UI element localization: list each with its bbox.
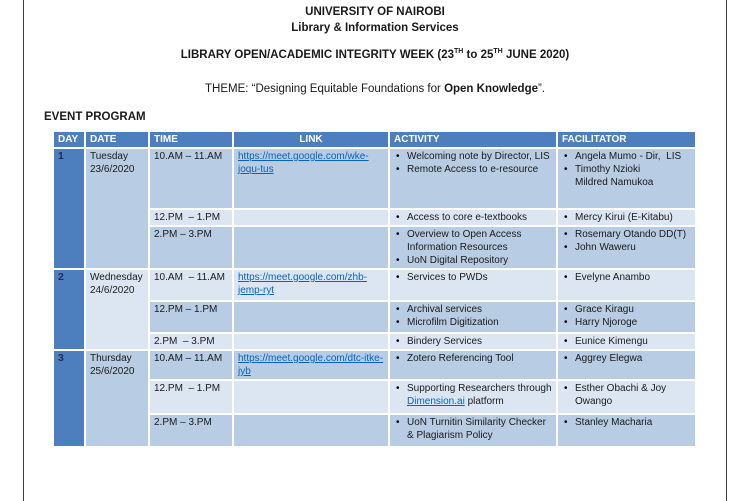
time-cell: 10.AM – 11.AM bbox=[149, 269, 233, 301]
activity-item bbox=[394, 254, 552, 267]
column-header-link: LINK bbox=[233, 131, 389, 148]
date-line: 25/6/2020 bbox=[90, 366, 135, 377]
day-number-cell: 1 bbox=[53, 148, 85, 269]
bullet-icon: • bbox=[564, 164, 568, 175]
facilitator-item bbox=[562, 271, 691, 284]
theme-text: ”. bbox=[537, 83, 546, 95]
facilitator-cell bbox=[557, 148, 696, 209]
theme-bold-text: Open Knowledge bbox=[444, 83, 538, 95]
bullet-icon: • bbox=[396, 151, 400, 162]
facilitator-text: Rosemary Otando DD(T) bbox=[575, 229, 687, 240]
table-row bbox=[53, 380, 696, 414]
activity-cell bbox=[389, 350, 557, 380]
date-line: Thursday bbox=[90, 353, 132, 364]
facilitator-text: Timothy Nzioki bbox=[575, 164, 641, 175]
bullet-icon: • bbox=[396, 229, 400, 240]
date-line: 23/6/2020 bbox=[90, 164, 135, 175]
column-header-time: TIME bbox=[149, 131, 233, 148]
activity-item bbox=[394, 335, 552, 348]
bullet-icon: • bbox=[396, 317, 400, 328]
meeting-link[interactable]: https://meet.google.com/wke-joqu-tus bbox=[238, 151, 369, 175]
time-cell: 2.PM – 3.PM bbox=[149, 414, 233, 447]
table-row bbox=[53, 148, 696, 209]
event-title bbox=[0, 48, 750, 61]
bullet-icon: • bbox=[396, 383, 400, 394]
activity-item bbox=[394, 303, 552, 316]
activity-text: Access to core e-textbooks bbox=[407, 212, 528, 223]
activity-item bbox=[394, 352, 552, 365]
activity-item bbox=[394, 382, 555, 408]
activity-text: Zotero Referencing Tool bbox=[407, 353, 514, 364]
facilitator-text: Mercy Kirui (E-Kitabu) bbox=[575, 212, 673, 223]
bullet-icon: • bbox=[564, 417, 568, 428]
activity-text: Bindery Services bbox=[407, 336, 483, 347]
meeting-link[interactable]: https://meet.google.com/zhb-jemp-ryt bbox=[238, 272, 367, 296]
facilitator-text: Stanley Macharia bbox=[575, 417, 653, 428]
facilitator-text: Eunice Kimengu bbox=[575, 336, 648, 347]
date-cell bbox=[85, 148, 149, 269]
page-left-border bbox=[23, 0, 24, 501]
facilitator-cell bbox=[557, 301, 696, 333]
day-number-cell: 3 bbox=[53, 350, 85, 447]
activity-text: UoN Turnitin Similarity Checker & Plagiarism Policy bbox=[407, 417, 549, 441]
activity-item bbox=[394, 150, 552, 163]
link-cell bbox=[233, 350, 389, 380]
facilitator-item bbox=[562, 352, 691, 365]
bullet-icon: • bbox=[564, 272, 568, 283]
facilitator-text: Evelyne Anambo bbox=[575, 272, 651, 283]
date-line: Wednesday bbox=[90, 272, 143, 283]
facilitator-cell bbox=[557, 414, 696, 447]
activity-text: Microfilm Digitization bbox=[407, 317, 499, 328]
date-cell bbox=[85, 269, 149, 350]
facilitator-item bbox=[562, 163, 691, 176]
facilitator-item bbox=[562, 150, 691, 163]
bullet-icon: • bbox=[564, 229, 568, 240]
activity-cell bbox=[389, 414, 557, 447]
time-cell: 12.PM – 1.PM bbox=[149, 209, 233, 226]
theme-text: THEME: “Designing Equitable Foundations for bbox=[204, 83, 445, 95]
activity-cell bbox=[389, 148, 557, 209]
facilitator-cell bbox=[557, 380, 696, 414]
activity-item bbox=[394, 416, 552, 442]
date-cell bbox=[85, 350, 149, 447]
table-row bbox=[53, 350, 696, 380]
inline-link[interactable]: Dimension.ai bbox=[407, 396, 465, 407]
bullet-icon: • bbox=[396, 353, 400, 364]
time-cell: 2.PM – 3.PM bbox=[149, 333, 233, 350]
bullet-icon: • bbox=[564, 304, 568, 315]
link-cell bbox=[233, 333, 389, 350]
title-superscript: TH bbox=[493, 48, 503, 55]
bullet-icon: • bbox=[396, 272, 400, 283]
facilitator-item bbox=[562, 382, 691, 408]
table-row bbox=[53, 209, 696, 226]
activity-item bbox=[394, 163, 552, 176]
facilitator-item bbox=[562, 316, 691, 329]
theme-line bbox=[0, 83, 750, 95]
day-number-cell: 2 bbox=[53, 269, 85, 350]
department-name: Library & Information Services bbox=[291, 22, 459, 34]
time-cell: 2.PM – 3.PM bbox=[149, 226, 233, 269]
activity-cell bbox=[389, 269, 557, 301]
event-program-label: EVENT PROGRAM bbox=[44, 111, 146, 123]
link-cell bbox=[233, 414, 389, 447]
activity-text: Remote Access to e-resource bbox=[407, 164, 539, 175]
title-superscript: TH bbox=[454, 48, 464, 55]
activity-text: UoN Digital Repository bbox=[407, 255, 509, 266]
event-program-table bbox=[52, 130, 697, 448]
facilitator-item bbox=[562, 211, 691, 224]
table-row bbox=[53, 333, 696, 350]
facilitator-cell bbox=[557, 333, 696, 350]
time-cell: 12.PM – 1.PM bbox=[149, 380, 233, 414]
title-part: LIBRARY OPEN/ACADEMIC INTEGRITY WEEK (23 bbox=[180, 48, 455, 61]
facilitator-cell bbox=[557, 226, 696, 269]
link-cell bbox=[233, 269, 389, 301]
title-part: to 25 bbox=[463, 48, 494, 61]
activity-item bbox=[394, 211, 552, 224]
table-row bbox=[53, 414, 696, 447]
column-header-facilitator: FACILITATOR bbox=[557, 131, 696, 148]
facilitator-item bbox=[562, 176, 691, 189]
time-cell: 10.AM – 11.AM bbox=[149, 148, 233, 209]
link-cell bbox=[233, 301, 389, 333]
table-row bbox=[53, 226, 696, 269]
time-cell: 12.PM – 1.PM bbox=[149, 301, 233, 333]
bullet-icon: • bbox=[564, 383, 568, 394]
activity-item bbox=[394, 271, 552, 284]
column-header-activity: ACTIVITY bbox=[389, 131, 557, 148]
table-header-row bbox=[53, 131, 696, 148]
activity-item bbox=[394, 228, 552, 254]
bullet-icon: • bbox=[564, 242, 568, 253]
date-line: Tuesday bbox=[90, 151, 128, 162]
table-row bbox=[53, 301, 696, 333]
bullet-icon: • bbox=[564, 353, 568, 364]
column-header-date: DATE bbox=[85, 131, 149, 148]
bullet-icon: • bbox=[396, 336, 400, 347]
facilitator-text: Aggrey Elegwa bbox=[575, 353, 643, 364]
table-row bbox=[53, 269, 696, 301]
bullet-icon: • bbox=[396, 255, 400, 266]
activity-text: Supporting Researchers through Dimension.ai platform bbox=[407, 383, 555, 407]
activity-cell bbox=[389, 333, 557, 350]
facilitator-cell bbox=[557, 350, 696, 380]
facilitator-text: Harry Njoroge bbox=[575, 317, 638, 328]
facilitator-text: Mildred Namukoa bbox=[575, 177, 654, 188]
org-name: UNIVERSITY OF NAIROBI bbox=[305, 6, 445, 18]
bullet-icon: • bbox=[564, 151, 568, 162]
link-cell bbox=[233, 148, 389, 209]
facilitator-item bbox=[562, 335, 691, 348]
page-right-border bbox=[726, 0, 727, 501]
facilitator-text: Angela Mumo - Dir, LIS bbox=[575, 151, 682, 162]
activity-cell bbox=[389, 380, 557, 414]
activity-item bbox=[394, 316, 552, 329]
bullet-icon: • bbox=[396, 212, 400, 223]
facilitator-cell bbox=[557, 209, 696, 226]
link-cell bbox=[233, 209, 389, 226]
link-cell bbox=[233, 380, 389, 414]
activity-text: Welcoming note by Director, LIS bbox=[407, 151, 550, 162]
bullet-icon: • bbox=[396, 164, 400, 175]
activity-cell bbox=[389, 301, 557, 333]
facilitator-cell bbox=[557, 269, 696, 301]
bullet-icon: • bbox=[564, 336, 568, 347]
facilitator-text: Grace Kiragu bbox=[575, 304, 634, 315]
time-cell: 10.AM – 11.AM bbox=[149, 350, 233, 380]
facilitator-text: Esther Obachi & Joy Owango bbox=[575, 383, 669, 407]
facilitator-item bbox=[562, 416, 691, 429]
title-part: JUNE 2020) bbox=[502, 48, 570, 61]
facilitator-item bbox=[562, 241, 691, 254]
facilitator-item bbox=[562, 303, 691, 316]
date-line: 24/6/2020 bbox=[90, 285, 135, 296]
facilitator-item bbox=[562, 228, 691, 241]
link-cell bbox=[233, 226, 389, 269]
activity-text: Services to PWDs bbox=[407, 272, 488, 283]
column-header-day: DAY bbox=[53, 131, 85, 148]
facilitator-text: John Waweru bbox=[575, 242, 636, 253]
bullet-icon: • bbox=[396, 304, 400, 315]
activity-text: Overview to Open Access Information Resources bbox=[407, 229, 525, 253]
activity-text: Archival services bbox=[407, 304, 483, 315]
meeting-link[interactable]: https://meet.google.com/dtc-itke-jyb bbox=[238, 353, 384, 377]
activity-cell bbox=[389, 209, 557, 226]
bullet-icon: • bbox=[396, 417, 400, 428]
bullet-icon: • bbox=[564, 317, 568, 328]
bullet-icon: • bbox=[564, 212, 568, 223]
activity-cell bbox=[389, 226, 557, 269]
